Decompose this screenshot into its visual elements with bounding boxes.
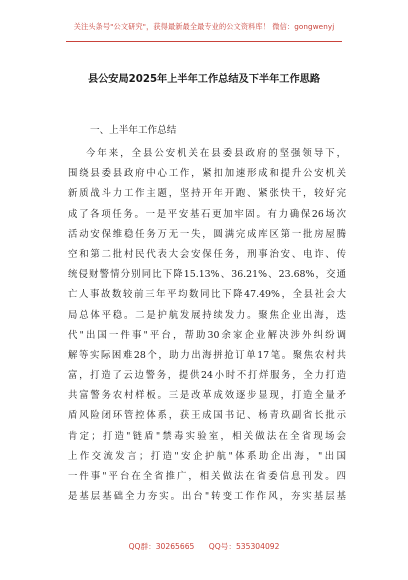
body-line: 围绕县委县政府中心工作，紧扣加速形成和提升公安机关 [68,168,346,180]
body-line: 活动安保维稳任务万无一失，圆满完成库区第一批房屋腾 [68,228,346,240]
body-line: 统侵财警情分别同比下降15.13%、36.21%、23.68%，交通 [68,269,346,281]
body-line: 代"出国一件事"平台，帮助30余家企业解决涉外纠纷调 [68,329,346,341]
footer-qq-group [129,542,195,551]
footer-qq-number [209,542,280,551]
body-line: 新质战斗力工作主题，坚持开年开跑、紧张快干，较好完 [68,188,346,200]
body-line: 盾风险闭环管控体系，获王成国书记、杨青玖副省长批示 [68,410,346,422]
qq-group-number: 30265665 [155,542,195,551]
body-line: 今年来，全县公安机关在县委县政府的坚强领导下， [86,148,346,159]
body-line: 解等实际困难28个，助力出海拼抢订单17笔。聚焦农村共 [68,349,346,361]
body-line: 富，打造了云边警务，提供24小时不打烊服务，全力打造 [68,370,346,382]
body-line: 共富警务农村样板。三是改革成效逐步显现，打造全量矛 [68,390,346,402]
body-line: 一件事"平台在全省推广，相关做法在省委信息刊发。四 [68,471,346,482]
section-heading: 一、上半年工作总结 [90,125,177,136]
qq-group-label: QQ群： [128,542,156,551]
body-line: 上作交流发言；打造"安企护航"体系助企出海，"出国 [68,450,346,462]
footer-contact [0,541,408,552]
body-line: 亡人事故数较前三年平均数同比下降47.49%，全县社会大 [68,289,346,301]
qq-number-value: 535304092 [235,542,280,551]
body-line: 局总体平稳。二是护航发展持续发力。聚焦企业出海，迭 [68,309,346,321]
qq-number-label: QQ号： [208,542,236,551]
body-text [68,144,346,507]
body-line: 空和第二批村民代表大会安保任务，刑事治安、电诈、传 [68,248,346,260]
body-line: 成了各项任务。一是平安基石更加牢固。有力确保26场次 [68,208,346,220]
body-line: 肯定；打造"链盾"禁毒实验室，相关做法在全省现场会 [68,430,346,442]
header-divider [66,41,342,42]
header-promo-note: 关注头条号"公文研究"，获得最新最全最专业的公文资料库！ 微信：gongwenyj [73,22,335,31]
document-title: 县公安局2025年上半年工作总结及下半年工作思路 [87,74,321,85]
body-line: 是基层基础全力夯实。出台"转变工作作风，夯实基层基 [68,491,346,503]
